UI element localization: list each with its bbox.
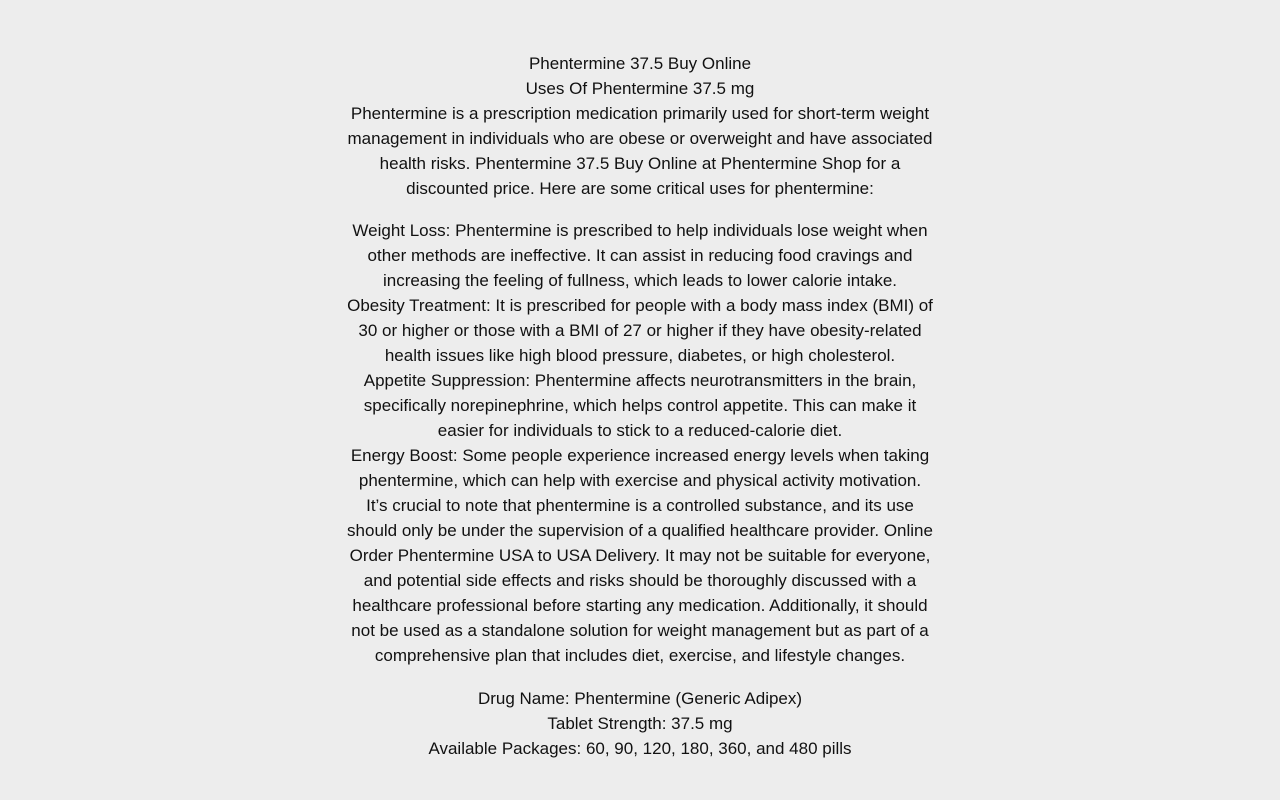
use-appetite-suppression: Appetite Suppression: Phentermine affects neurotransmitters in the brain, specifically norepinephrine, which helps control appetite. This can make it easier for individuals to stick to a reduced-calorie diet. bbox=[363, 371, 917, 440]
use-weight-loss: Weight Loss: Phentermine is prescribed to help individuals lose weight when other methods are ineffective. It can assist in reducing food cravings and increasing the feeling of fullness, which leads to lower calorie intake. bbox=[352, 221, 928, 290]
caution-paragraph: It’s crucial to note that phentermine is a controlled substance, and its use should only be under the supervision of a qualified healthcare provider. Online Order Phentermine USA to USA Delivery. It may not be suitable for everyone, and potential side effects and risks should be thoroughly discussed with a healthcare professional before starting any medication. Additionally, it should not be used as a standalone solution for weight management but as part of a comprehensive plan that includes diet, exercise, and lifestyle changes. bbox=[347, 496, 933, 665]
article-content bbox=[340, 51, 940, 761]
detail-tablet-strength: Tablet Strength: 37.5 mg bbox=[547, 714, 733, 733]
detail-drug-name: Drug Name: Phentermine (Generic Adipex) bbox=[477, 689, 803, 708]
section-heading-uses: Uses Of Phentermine 37.5 mg bbox=[525, 79, 755, 98]
use-energy-boost: Energy Boost: Some people experience increased energy levels when taking phentermine, which can help with exercise and physical activity motivation. bbox=[350, 446, 930, 490]
detail-available-packages: Available Packages: 60, 90, 120, 180, 360, and 480 pills bbox=[428, 739, 852, 758]
use-obesity-treatment: Obesity Treatment: It is prescribed for people with a body mass index (BMI) of 30 or higher or those with a BMI of 27 or higher if they have obesity-related health issues like high blood pressure, diabetes, or high cholesterol. bbox=[347, 296, 933, 365]
intro-paragraph: Phentermine is a prescription medication primarily used for short-term weight management in individuals who are obese or overweight and have associated health risks. Phentermine 37.5 Buy Online at Phentermine Shop for a discounted price. Here are some critical uses for phentermine: bbox=[347, 104, 933, 198]
page-title: Phentermine 37.5 Buy Online bbox=[528, 54, 752, 73]
